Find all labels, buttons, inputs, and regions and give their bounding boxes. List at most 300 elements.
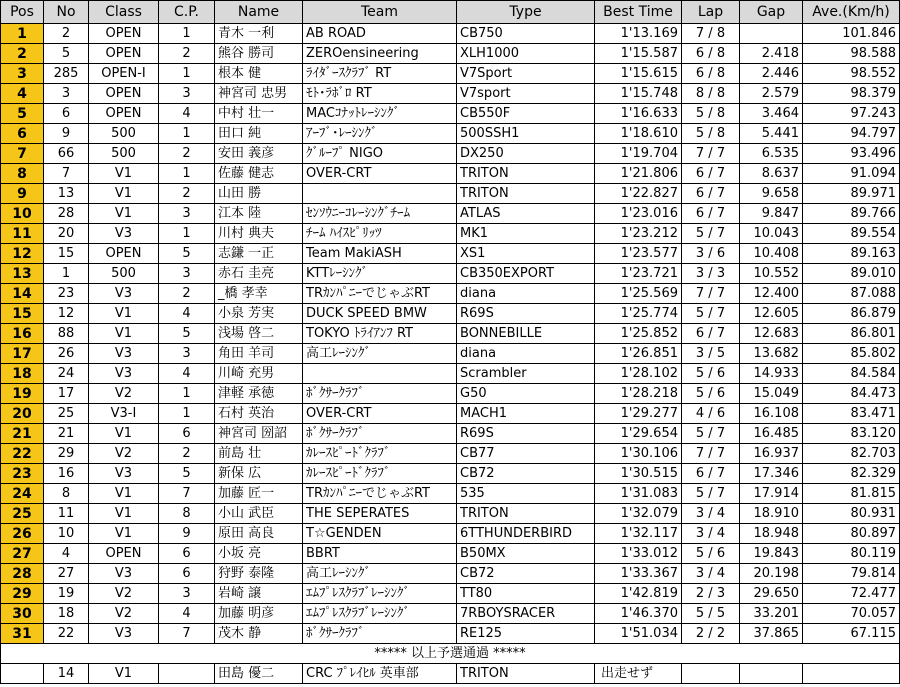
- cell-gap: 13.682: [740, 344, 803, 364]
- cell-name: 青木 一利: [215, 24, 303, 44]
- cell-ave: 82.703: [803, 444, 900, 464]
- cell-lap: 5 / 7: [682, 224, 740, 244]
- cell-best-time: 1'23.721: [595, 264, 682, 284]
- cell-pos: 21: [1, 424, 44, 444]
- cell-gap: 17.914: [740, 484, 803, 504]
- cell-name: 茂木 静: [215, 624, 303, 644]
- results-body: [1, 24, 900, 684]
- cell-team: KTTﾚｰｼﾝｸﾞ: [303, 264, 457, 284]
- cell-type: RE125: [457, 624, 595, 644]
- cell-lap: 6 / 7: [682, 464, 740, 484]
- cell-best-time: 1'51.034: [595, 624, 682, 644]
- table-row: [1, 224, 900, 244]
- header-team: Team: [303, 1, 457, 24]
- cell-name: _橋 孝幸: [215, 284, 303, 304]
- cell-type: R69S: [457, 424, 595, 444]
- dns-cell-team: CRC ﾌﾟﾚｲﾋﾙ 英車部: [303, 664, 457, 684]
- cell-best-time: 1'25.774: [595, 304, 682, 324]
- cell-pos: 5: [1, 104, 44, 124]
- cell-cp: 5: [159, 244, 215, 264]
- cell-gap: 6.535: [740, 144, 803, 164]
- cell-class: V1: [89, 304, 159, 324]
- cell-name: 小山 武臣: [215, 504, 303, 524]
- cell-lap: 5 / 8: [682, 124, 740, 144]
- cell-class: V1: [89, 504, 159, 524]
- cell-team: ZEROensineering: [303, 44, 457, 64]
- cell-ave: 72.477: [803, 584, 900, 604]
- cell-pos: 14: [1, 284, 44, 304]
- cell-lap: 5 / 6: [682, 364, 740, 384]
- header-row: [1, 1, 900, 24]
- cell-name: 神宮司 忠男: [215, 84, 303, 104]
- cell-best-time: 1'16.633: [595, 104, 682, 124]
- cell-pos: 19: [1, 384, 44, 404]
- cell-team: T☆GENDEN: [303, 524, 457, 544]
- cell-ave: 98.379: [803, 84, 900, 104]
- cell-type: diana: [457, 284, 595, 304]
- cell-type: TRITON: [457, 164, 595, 184]
- cell-name: 山田 勝: [215, 184, 303, 204]
- cell-type: R69S: [457, 304, 595, 324]
- cell-lap: 3 / 4: [682, 524, 740, 544]
- cell-name: 熊谷 勝司: [215, 44, 303, 64]
- cell-no: 4: [44, 544, 89, 564]
- cell-type: 535: [457, 484, 595, 504]
- cell-team: OVER-CRT: [303, 404, 457, 424]
- cell-best-time: 1'25.852: [595, 324, 682, 344]
- header-ave: Ave.(Km/h): [803, 1, 900, 24]
- cell-pos: 25: [1, 504, 44, 524]
- cell-name: 原田 高良: [215, 524, 303, 544]
- cell-best-time: 1'19.704: [595, 144, 682, 164]
- cell-name: 前島 壮: [215, 444, 303, 464]
- cell-class: OPEN: [89, 24, 159, 44]
- table-row: [1, 64, 900, 84]
- cell-class: OPEN: [89, 244, 159, 264]
- cell-class: V1: [89, 424, 159, 444]
- cell-class: V1: [89, 204, 159, 224]
- cell-type: G50: [457, 384, 595, 404]
- cell-best-time: 1'23.212: [595, 224, 682, 244]
- cell-lap: 5 / 6: [682, 384, 740, 404]
- cell-cp: 9: [159, 524, 215, 544]
- cell-cp: 1: [159, 24, 215, 44]
- cell-type: Scrambler: [457, 364, 595, 384]
- cell-lap: 5 / 6: [682, 544, 740, 564]
- cell-pos: 31: [1, 624, 44, 644]
- cell-lap: 5 / 7: [682, 424, 740, 444]
- cell-name: 新保 広: [215, 464, 303, 484]
- cell-lap: 6 / 8: [682, 44, 740, 64]
- cell-no: 10: [44, 524, 89, 544]
- cell-best-time: 1'15.587: [595, 44, 682, 64]
- cell-ave: 87.088: [803, 284, 900, 304]
- cell-type: B50MX: [457, 544, 595, 564]
- cell-best-time: 1'30.515: [595, 464, 682, 484]
- cell-lap: 5 / 7: [682, 304, 740, 324]
- cell-no: 2: [44, 24, 89, 44]
- cell-best-time: 1'25.569: [595, 284, 682, 304]
- cell-ave: 98.588: [803, 44, 900, 64]
- cell-lap: 3 / 4: [682, 504, 740, 524]
- cell-lap: 3 / 5: [682, 344, 740, 364]
- cell-no: 66: [44, 144, 89, 164]
- table-row: [1, 484, 900, 504]
- cell-ave: 80.897: [803, 524, 900, 544]
- table-row: [1, 264, 900, 284]
- cell-best-time: 1'26.851: [595, 344, 682, 364]
- cell-gap: 33.201: [740, 604, 803, 624]
- cell-team: THE SEPERATES: [303, 504, 457, 524]
- cell-no: 19: [44, 584, 89, 604]
- cell-pos: 7: [1, 144, 44, 164]
- cell-lap: 5 / 5: [682, 604, 740, 624]
- cell-ave: 81.815: [803, 484, 900, 504]
- cell-lap: 3 / 4: [682, 564, 740, 584]
- cell-name: 角田 羊司: [215, 344, 303, 364]
- dns-cell-ave: [803, 664, 900, 684]
- cell-gap: 9.847: [740, 204, 803, 224]
- cell-name: 川崎 充男: [215, 364, 303, 384]
- table-row: [1, 304, 900, 324]
- cell-gap: 29.650: [740, 584, 803, 604]
- cell-type: CB550F: [457, 104, 595, 124]
- cell-no: 7: [44, 164, 89, 184]
- cell-gap: 19.843: [740, 544, 803, 564]
- table-row: [1, 144, 900, 164]
- cell-name: 安田 義彦: [215, 144, 303, 164]
- cell-pos: 16: [1, 324, 44, 344]
- cell-class: V3: [89, 464, 159, 484]
- cell-cp: 1: [159, 224, 215, 244]
- cell-pos: 18: [1, 364, 44, 384]
- cell-ave: 83.471: [803, 404, 900, 424]
- cell-pos: 2: [1, 44, 44, 64]
- cell-type: CB77: [457, 444, 595, 464]
- cell-pos: 11: [1, 224, 44, 244]
- cell-ave: 67.115: [803, 624, 900, 644]
- cell-class: V3: [89, 624, 159, 644]
- table-row: [1, 24, 900, 44]
- header-no: No: [44, 1, 89, 24]
- cell-cp: 5: [159, 324, 215, 344]
- cell-no: 27: [44, 564, 89, 584]
- cell-team: 高工ﾚｰｼﾝｸﾞ: [303, 344, 457, 364]
- cell-gap: 18.910: [740, 504, 803, 524]
- cell-ave: 84.473: [803, 384, 900, 404]
- cell-no: 22: [44, 624, 89, 644]
- table-row: [1, 44, 900, 64]
- cell-class: V2: [89, 384, 159, 404]
- cell-no: 8: [44, 484, 89, 504]
- dns-cell-lap: [682, 664, 740, 684]
- cell-best-time: 1'18.610: [595, 124, 682, 144]
- cell-cp: 4: [159, 364, 215, 384]
- cell-cp: 3: [159, 344, 215, 364]
- cell-gap: 16.485: [740, 424, 803, 444]
- cell-ave: 86.801: [803, 324, 900, 344]
- cell-ave: 70.057: [803, 604, 900, 624]
- cell-class: OPEN-I: [89, 64, 159, 84]
- cell-gap: 2.418: [740, 44, 803, 64]
- cell-lap: 7 / 7: [682, 144, 740, 164]
- cell-gap: 16.937: [740, 444, 803, 464]
- cell-ave: 80.119: [803, 544, 900, 564]
- cell-team: ﾓﾄ･ﾗﾎﾞﾛ RT: [303, 84, 457, 104]
- cell-pos: 8: [1, 164, 44, 184]
- cell-team: ｶﾚｰｽﾋﾟｰﾄﾞｸﾗﾌﾞ: [303, 444, 457, 464]
- cell-team: ｾﾝｿｳﾆｰｺﾚｰｼﾝｸﾞﾁｰﾑ: [303, 204, 457, 224]
- cell-cp: 2: [159, 144, 215, 164]
- cell-cp: 7: [159, 624, 215, 644]
- cell-ave: 89.766: [803, 204, 900, 224]
- cell-ave: 93.496: [803, 144, 900, 164]
- cell-team: [303, 184, 457, 204]
- cell-ave: 85.802: [803, 344, 900, 364]
- cell-cp: 2: [159, 444, 215, 464]
- cell-type: MK1: [457, 224, 595, 244]
- cell-team: ｱｰﾌﾞ･ﾚｰｼﾝｸﾞ: [303, 124, 457, 144]
- cell-class: V2: [89, 584, 159, 604]
- cell-type: V7Sport: [457, 64, 595, 84]
- cell-no: 13: [44, 184, 89, 204]
- cell-cp: 4: [159, 604, 215, 624]
- header-lap: Lap: [682, 1, 740, 24]
- cell-cp: 2: [159, 284, 215, 304]
- cell-best-time: 1'23.016: [595, 204, 682, 224]
- cell-ave: 101.846: [803, 24, 900, 44]
- table-row: [1, 604, 900, 624]
- cell-no: 24: [44, 364, 89, 384]
- cell-lap: 3 / 3: [682, 264, 740, 284]
- cell-no: 1: [44, 264, 89, 284]
- header-type: Type: [457, 1, 595, 24]
- cell-best-time: 1'21.806: [595, 164, 682, 184]
- cell-best-time: 1'28.218: [595, 384, 682, 404]
- cell-lap: 2 / 2: [682, 624, 740, 644]
- header-best-time: Best Time: [595, 1, 682, 24]
- cell-name: 石村 英治: [215, 404, 303, 424]
- table-row: [1, 444, 900, 464]
- cell-name: 根本 健: [215, 64, 303, 84]
- cell-gap: 2.579: [740, 84, 803, 104]
- dns-cell-cp: [159, 664, 215, 684]
- cell-type: CB750: [457, 24, 595, 44]
- cell-team: ﾗｲﾀﾞｰｽｸﾗﾌﾞ RT: [303, 64, 457, 84]
- cell-gap: 10.552: [740, 264, 803, 284]
- cell-cp: 1: [159, 164, 215, 184]
- cell-pos: 20: [1, 404, 44, 424]
- cell-gap: 37.865: [740, 624, 803, 644]
- cell-ave: 79.814: [803, 564, 900, 584]
- cell-lap: 7 / 7: [682, 284, 740, 304]
- cell-class: V3: [89, 564, 159, 584]
- cell-ave: 82.329: [803, 464, 900, 484]
- cell-no: 26: [44, 344, 89, 364]
- cell-best-time: 1'46.370: [595, 604, 682, 624]
- cell-best-time: 1'33.012: [595, 544, 682, 564]
- cell-cp: 8: [159, 504, 215, 524]
- cell-ave: 97.243: [803, 104, 900, 124]
- cell-team: 高工ﾚｰｼﾝｸﾞ: [303, 564, 457, 584]
- cell-name: 志鎌 一正: [215, 244, 303, 264]
- cell-lap: 5 / 8: [682, 104, 740, 124]
- cell-type: XS1: [457, 244, 595, 264]
- cell-lap: 6 / 8: [682, 64, 740, 84]
- cell-pos: 1: [1, 24, 44, 44]
- cell-pos: 23: [1, 464, 44, 484]
- cell-gap: 12.605: [740, 304, 803, 324]
- cell-gap: 17.346: [740, 464, 803, 484]
- cell-gap: [740, 24, 803, 44]
- cell-cp: 1: [159, 124, 215, 144]
- cell-no: 88: [44, 324, 89, 344]
- table-row: [1, 464, 900, 484]
- table-row: [1, 424, 900, 444]
- header-class: Class: [89, 1, 159, 24]
- cell-type: TRITON: [457, 504, 595, 524]
- cell-no: 18: [44, 604, 89, 624]
- cell-ave: 89.554: [803, 224, 900, 244]
- cell-class: V1: [89, 524, 159, 544]
- cell-no: 25: [44, 404, 89, 424]
- cell-lap: 6 / 7: [682, 164, 740, 184]
- cell-best-time: 1'23.577: [595, 244, 682, 264]
- cell-cp: 5: [159, 464, 215, 484]
- cell-cp: 3: [159, 584, 215, 604]
- cell-team: MACｺﾅｯﾄﾚｰｼﾝｸﾞ: [303, 104, 457, 124]
- cell-cp: 3: [159, 84, 215, 104]
- cell-lap: 6 / 7: [682, 184, 740, 204]
- table-row: [1, 384, 900, 404]
- cell-type: 500SSH1: [457, 124, 595, 144]
- cell-lap: 7 / 8: [682, 24, 740, 44]
- cell-class: OPEN: [89, 44, 159, 64]
- cell-no: 21: [44, 424, 89, 444]
- cell-pos: 29: [1, 584, 44, 604]
- cell-pos: 3: [1, 64, 44, 84]
- cell-ave: 83.120: [803, 424, 900, 444]
- cell-cp: 1: [159, 404, 215, 424]
- table-row: [1, 324, 900, 344]
- table-row: [1, 544, 900, 564]
- cell-name: 田口 純: [215, 124, 303, 144]
- cell-cp: 1: [159, 384, 215, 404]
- cell-class: V1: [89, 324, 159, 344]
- cell-name: 小坂 亮: [215, 544, 303, 564]
- cell-class: 500: [89, 264, 159, 284]
- cell-name: 浅場 啓二: [215, 324, 303, 344]
- cell-best-time: 1'13.169: [595, 24, 682, 44]
- cell-ave: 98.552: [803, 64, 900, 84]
- cell-no: 11: [44, 504, 89, 524]
- cell-lap: 6 / 7: [682, 324, 740, 344]
- cell-type: CB72: [457, 564, 595, 584]
- header-gap: Gap: [740, 1, 803, 24]
- cell-lap: 6 / 7: [682, 204, 740, 224]
- cell-no: 29: [44, 444, 89, 464]
- table-row: [1, 344, 900, 364]
- cell-class: V2: [89, 604, 159, 624]
- qualify-note-row: [1, 644, 900, 664]
- table-row: [1, 84, 900, 104]
- cell-team: ﾎﾞｸｻｰｸﾗﾌﾞ: [303, 424, 457, 444]
- cell-team: ｸﾞﾙｰﾌﾟ NIGO: [303, 144, 457, 164]
- cell-team: ﾎﾞｸｻｰｸﾗﾌﾞ: [303, 384, 457, 404]
- cell-team: AB ROAD: [303, 24, 457, 44]
- cell-type: XLH1000: [457, 44, 595, 64]
- table-row: [1, 284, 900, 304]
- header-cp: C.P.: [159, 1, 215, 24]
- cell-name: 江本 陸: [215, 204, 303, 224]
- cell-pos: 13: [1, 264, 44, 284]
- cell-class: V3: [89, 344, 159, 364]
- cell-team: TOKYO ﾄﾗｲｱﾝﾌ RT: [303, 324, 457, 344]
- qualify-note: ***** 以上予選通過 *****: [1, 644, 900, 664]
- cell-team: ﾎﾞｸｻｰｸﾗﾌﾞ: [303, 624, 457, 644]
- cell-type: V7sport: [457, 84, 595, 104]
- dns-row: [1, 664, 900, 684]
- cell-type: BONNEBILLE: [457, 324, 595, 344]
- cell-best-time: 1'42.819: [595, 584, 682, 604]
- cell-pos: 12: [1, 244, 44, 264]
- cell-type: 7RBOYSRACER: [457, 604, 595, 624]
- cell-team: OVER-CRT: [303, 164, 457, 184]
- cell-team: TRｶﾝﾊﾟﾆｰでじゃぶRT: [303, 484, 457, 504]
- cell-pos: 4: [1, 84, 44, 104]
- cell-team: Team MakiASH: [303, 244, 457, 264]
- cell-pos: 26: [1, 524, 44, 544]
- cell-no: 12: [44, 304, 89, 324]
- cell-pos: 17: [1, 344, 44, 364]
- cell-gap: 9.658: [740, 184, 803, 204]
- cell-name: 中村 壮一: [215, 104, 303, 124]
- cell-class: V3-I: [89, 404, 159, 424]
- cell-lap: 2 / 3: [682, 584, 740, 604]
- cell-cp: 3: [159, 204, 215, 224]
- cell-name: 佐藤 健志: [215, 164, 303, 184]
- cell-gap: 12.683: [740, 324, 803, 344]
- cell-type: TT80: [457, 584, 595, 604]
- cell-ave: 86.879: [803, 304, 900, 324]
- cell-type: diana: [457, 344, 595, 364]
- cell-ave: 89.163: [803, 244, 900, 264]
- cell-cp: 3: [159, 264, 215, 284]
- cell-no: 5: [44, 44, 89, 64]
- table-row: [1, 184, 900, 204]
- cell-cp: 6: [159, 564, 215, 584]
- cell-name: 神宮司 圀詔: [215, 424, 303, 444]
- dns-cell-type: TRITON: [457, 664, 595, 684]
- cell-gap: 10.043: [740, 224, 803, 244]
- cell-ave: 80.931: [803, 504, 900, 524]
- cell-lap: 5 / 7: [682, 484, 740, 504]
- cell-team: ｴﾑﾌﾟﾚｽｸﾗﾌﾞﾚｰｼﾝｸﾞ: [303, 604, 457, 624]
- cell-pos: 6: [1, 124, 44, 144]
- cell-no: 28: [44, 204, 89, 224]
- table-row: [1, 364, 900, 384]
- cell-best-time: 1'28.102: [595, 364, 682, 384]
- dns-cell-no: 14: [44, 664, 89, 684]
- table-row: [1, 104, 900, 124]
- cell-name: 岩崎 譲: [215, 584, 303, 604]
- cell-type: DX250: [457, 144, 595, 164]
- cell-best-time: 1'32.079: [595, 504, 682, 524]
- cell-name: 赤石 圭亮: [215, 264, 303, 284]
- cell-type: MACH1: [457, 404, 595, 424]
- cell-no: 20: [44, 224, 89, 244]
- cell-class: V3: [89, 224, 159, 244]
